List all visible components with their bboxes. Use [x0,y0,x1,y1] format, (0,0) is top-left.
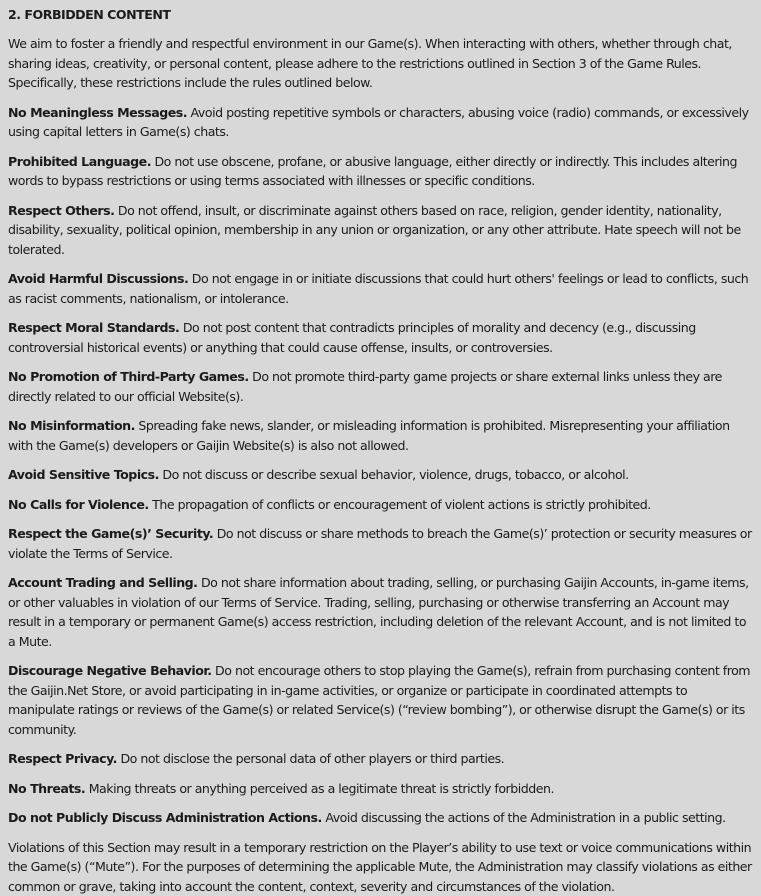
rule-term: Respect Moral Standards. [8,320,179,335]
rule-term: Avoid Sensitive Topics. [8,467,159,482]
rule-item [8,416,753,455]
rule-term: Account Trading and Selling. [8,575,197,590]
rule-text: Do not encourage others to stop playing the Game(s), refrain from purchasing content from the Gaijin.Net Store, or avoid participating in in-game activities, or organize or participate in coordinated attempts to manipulate ratings or reviews of the Game(s) or related Service(s) (“review bombing”), or otherwise disrupt the Game(s) or its community. [8,663,750,737]
rule-term: No Calls for Violence. [8,497,149,512]
rule-item [8,152,753,191]
rule-text: Do not disclose the personal data of other players or third parties. [117,751,504,766]
rule-text: Avoid discussing the actions of the Administration in a public setting. [322,810,726,825]
rule-item [8,465,753,485]
rule-text: Do not share information about trading, selling, or purchasing Gaijin Accounts, in-game items, or other valuables in violation of our Terms of Service. Trading, selling, purchasing or otherwise transferring an Account may result in a temporary or permanent Game(s) access restriction, including deletion of the relevant Account, and is not limited to a Mute. [8,575,749,649]
intro-paragraph: We aim to foster a friendly and respectful environment in our Game(s). When interacting with others, whether through chat, sharing ideas, creativity, or personal content, please adhere to the restrictions outlined in Section 3 of the Game Rules. Specifically, these restrictions include the rules outlined below. [8,34,753,93]
rule-item [8,495,753,515]
rule-term: Avoid Harmful Discussions. [8,271,188,286]
rule-text: Do not promote third-party game projects or share external links unless they are directly related to our official Website(s). [8,369,722,404]
rule-term: No Meaningless Messages. [8,105,187,120]
rule-item [8,269,753,308]
rule-text: Do not discuss or describe sexual behavior, violence, drugs, tobacco, or alcohol. [159,467,629,482]
rule-item [8,779,753,799]
rule-text: The propagation of conflicts or encouragement of violent actions is strictly prohibited. [149,497,651,512]
rule-text: Making threats or anything perceived as a legitimate threat is strictly forbidden. [85,781,554,796]
rule-term: Prohibited Language. [8,154,151,169]
rule-term: No Promotion of Third-Party Games. [8,369,249,384]
rule-term: No Threats. [8,781,85,796]
rule-text: Avoid posting repetitive symbols or characters, abusing voice (radio) commands, or excessively using capital letters in Game(s) chats. [8,105,749,140]
rule-item [8,661,753,739]
rule-text: Spreading fake news, slander, or misleading information is prohibited. Misrepresenting your affiliation with the Game(s) developers or Gaijin Website(s) is also not allowed. [8,418,730,453]
rule-item [8,367,753,406]
rule-item [8,524,753,563]
rule-text: Do not offend, insult, or discriminate against others based on race, religion, gender identity, nationality, disability, sexuality, political opinion, membership in any union or organization, or any other attribute. Hate speech will not be tolerated. [8,203,741,257]
rule-item [8,573,753,651]
rule-term: Respect Privacy. [8,751,117,766]
rule-item [8,749,753,769]
rule-term: Respect Others. [8,203,114,218]
rule-item [8,808,753,828]
rule-term: No Misinformation. [8,418,135,433]
rule-text: Do not use obscene, profane, or abusive language, either directly or indirectly. This includes altering words to bypass restrictions or using terms associated with illnesses or specific conditions. [8,154,737,189]
closing-paragraph: Violations of this Section may result in a temporary restriction on the Player’s ability to use text or voice communications within the Game(s) (“Mute”). For the purposes of determining the applicable Mute, the Administration may classify violations as either common or grave, taking into account the content, context, severity and circumstances of the violation. [8,838,753,896]
rule-text: Do not post content that contradicts principles of morality and decency (e.g., discussing controversial historical events) or anything that could cause offense, insults, or controversies. [8,320,696,355]
rule-item [8,201,753,260]
rule-item [8,103,753,142]
rule-text: Do not discuss or share methods to breach the Game(s)’ protection or security measures or violate the Terms of Service. [8,526,752,561]
rule-item [8,318,753,357]
rule-text: Do not engage in or initiate discussions that could hurt others' feelings or lead to conflicts, such as racist comments, nationalism, or intolerance. [8,271,748,306]
rule-term: Discourage Negative Behavior. [8,663,212,678]
section-title: 2. FORBIDDEN CONTENT [8,6,753,24]
rule-term: Do not Publicly Discuss Administration Actions. [8,810,322,825]
rule-term: Respect the Game(s)’ Security. [8,526,213,541]
